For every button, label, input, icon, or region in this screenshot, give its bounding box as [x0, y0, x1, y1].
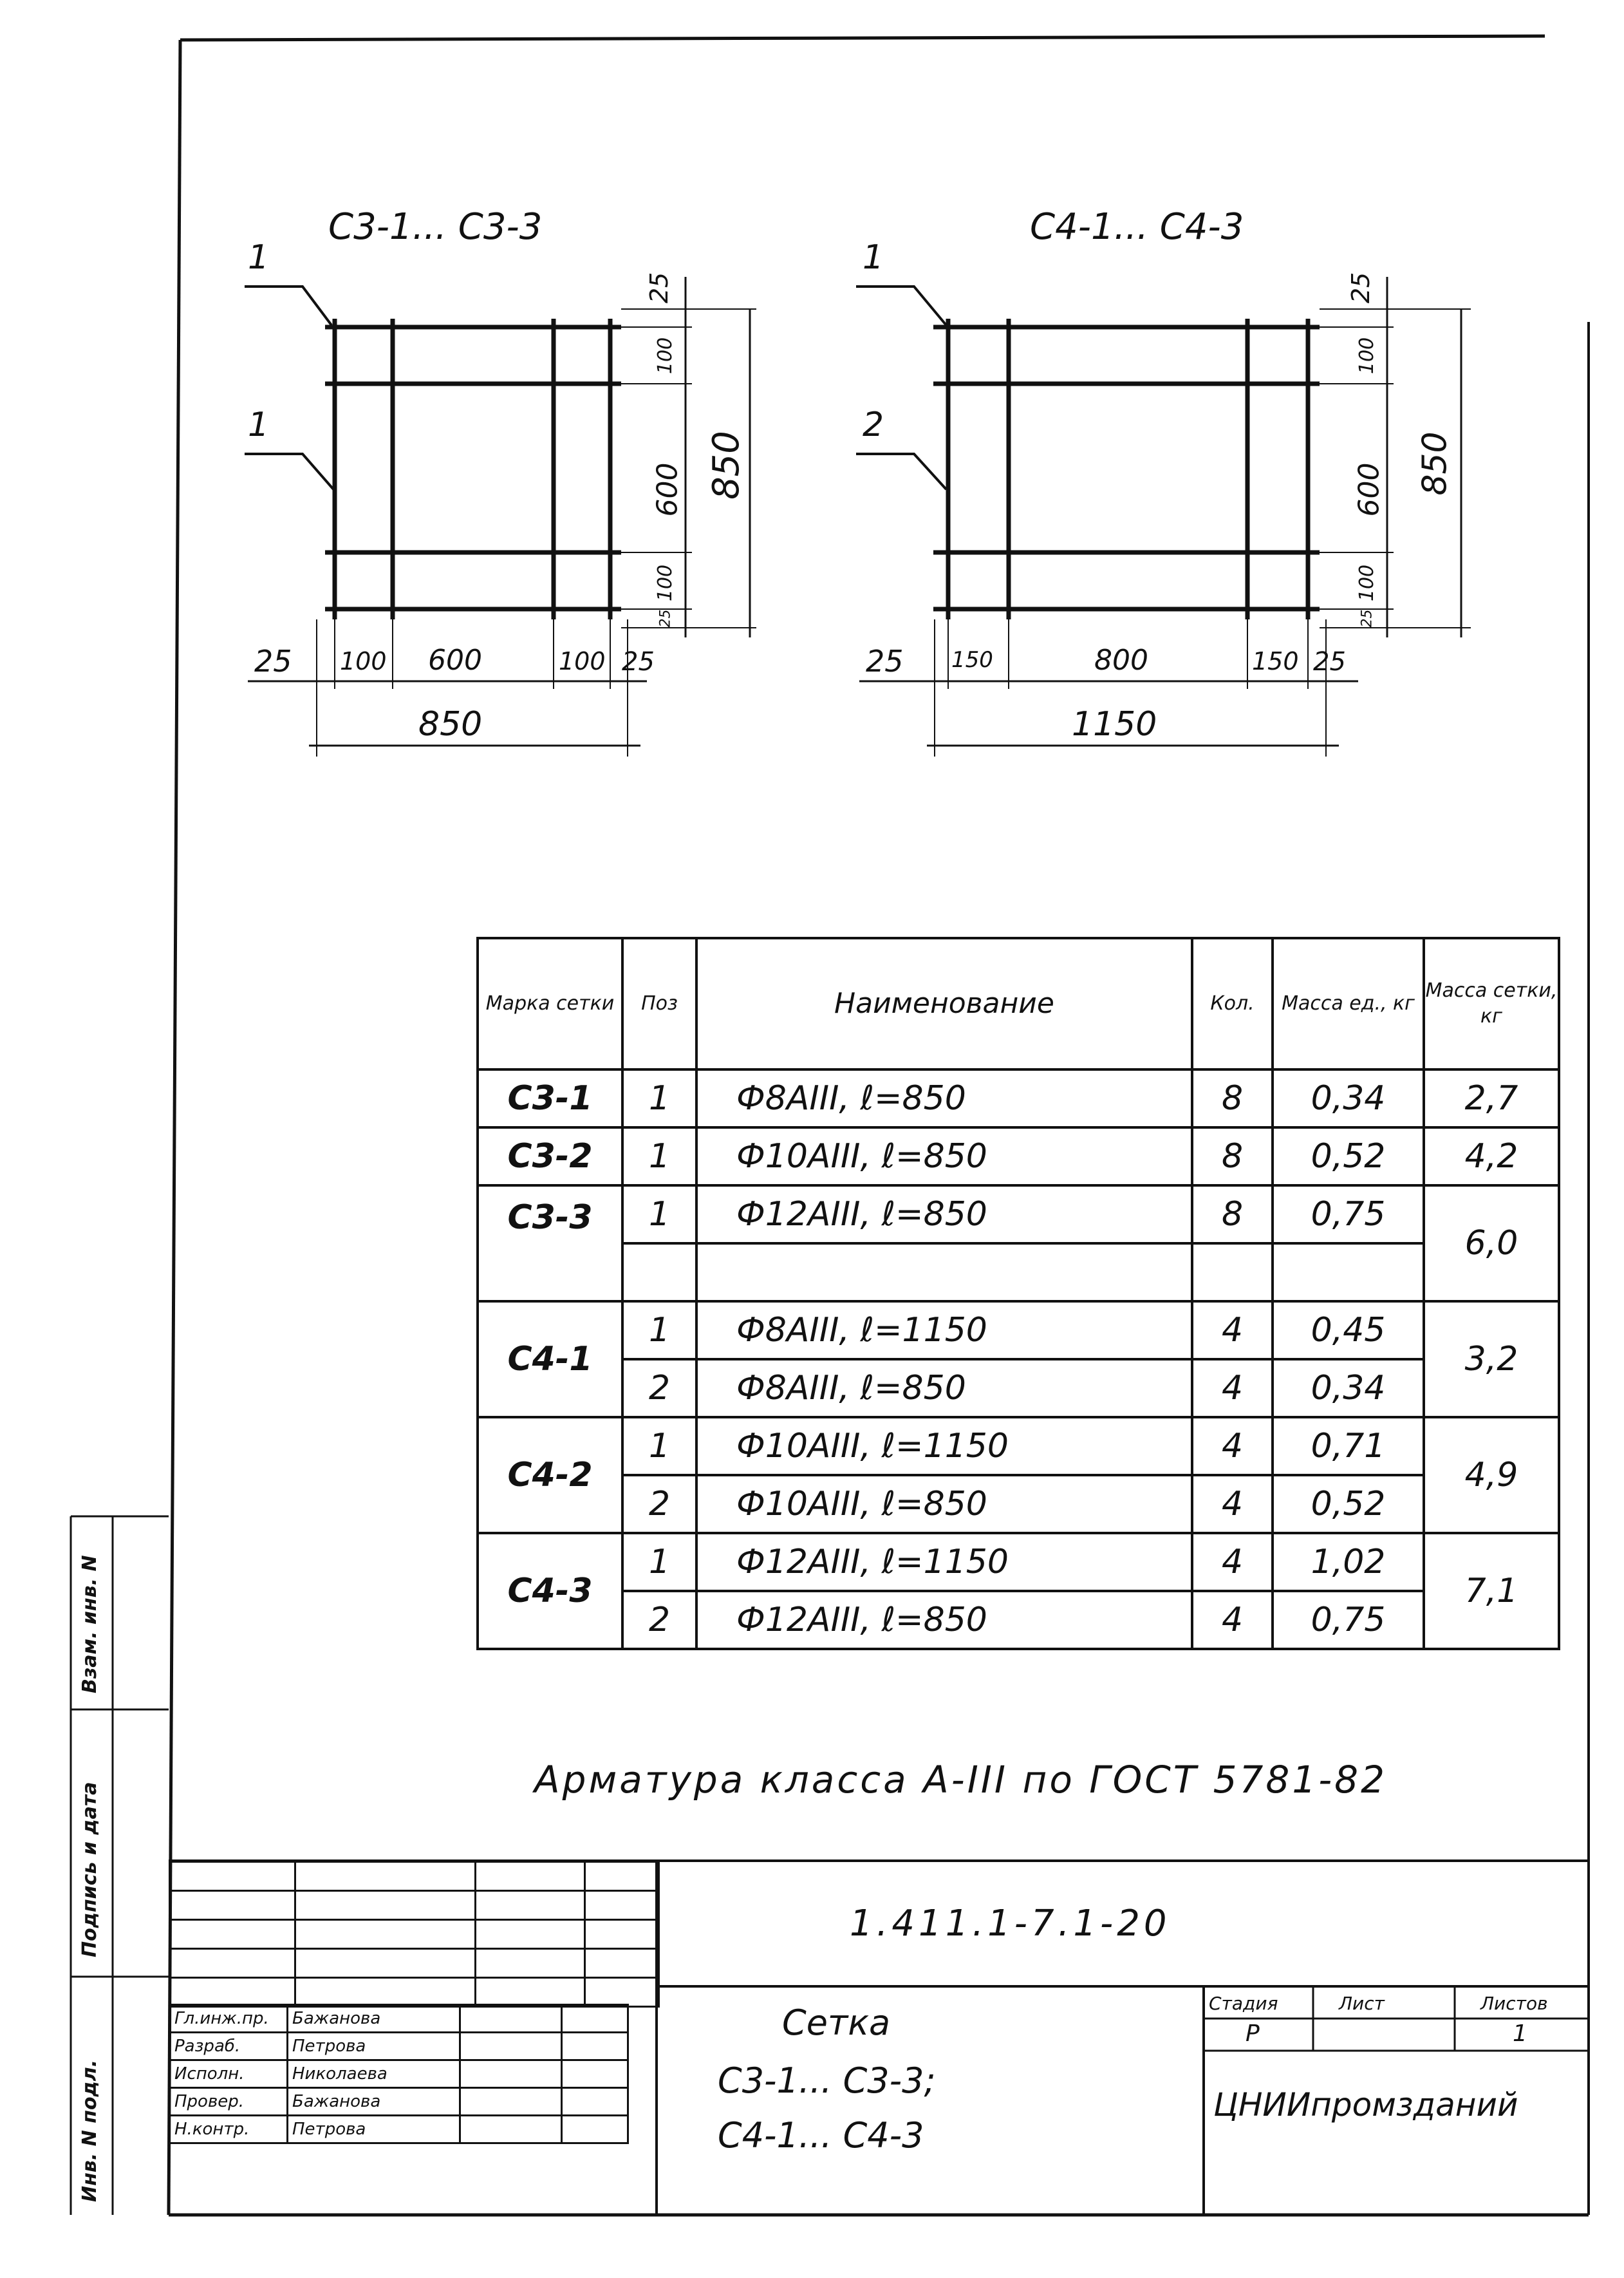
cell-empty [622, 1243, 696, 1301]
left-dim-right-5: 25 [657, 609, 674, 628]
header-name: Наименование [696, 938, 1192, 1069]
spec-table [476, 937, 1560, 1650]
person-name: Николаева [288, 2060, 460, 2088]
cell-unit-mass: 0,75 [1273, 1185, 1424, 1243]
signature-grid [169, 2004, 629, 2144]
revision-grid [169, 1861, 660, 2008]
signature-cell [460, 2033, 562, 2060]
signature-row [170, 2116, 628, 2143]
cell-pos: 1 [622, 1127, 696, 1185]
signature-cell [460, 2088, 562, 2116]
cell-qty: 4 [1192, 1533, 1273, 1591]
cell-pos: 1 [622, 1417, 696, 1475]
cell-qty: 8 [1192, 1127, 1273, 1185]
header-unit-mass: Масса ед., кг [1273, 938, 1424, 1069]
stage-label: Стадия [1209, 1993, 1278, 2014]
person-name: Петрова [288, 2033, 460, 2060]
cell-name: Ф12АIII, ℓ=850 [696, 1185, 1192, 1243]
cell-mesh-mass: 7,1 [1424, 1533, 1559, 1649]
stage-value: Р [1246, 2020, 1260, 2047]
right-callout-top: 1 [863, 238, 884, 277]
right-dim-overall-bottom: 1150 [1072, 705, 1157, 744]
cell-mark: С3-2 [478, 1127, 622, 1185]
side-label-inv-original: Инв. N подл. [79, 2059, 101, 2202]
cell-mark: С4-1 [478, 1301, 622, 1417]
table-row-empty [478, 1243, 1559, 1301]
header-mesh-mass: Масса сетки, кг [1424, 938, 1559, 1069]
signature-cell [460, 2060, 562, 2088]
date-cell [562, 2116, 628, 2143]
right-dim-bottom-4: 150 [1252, 647, 1299, 675]
right-dim-right-3: 600 [1352, 462, 1386, 517]
role-label: Н.контр. [170, 2116, 288, 2143]
right-dim-right-5: 25 [1359, 609, 1376, 628]
sheet-title-1: Сетка [782, 2002, 891, 2043]
table-row [478, 1359, 1559, 1417]
role-label: Провер. [170, 2088, 288, 2116]
header-mark: Марка сетки [478, 938, 622, 1069]
cell-mesh-mass: 6,0 [1424, 1185, 1559, 1301]
left-callout-side: 1 [248, 406, 270, 444]
cell-pos: 1 [622, 1533, 696, 1591]
left-dim-right-3: 600 [651, 462, 684, 517]
right-dim-bottom-1: 25 [866, 644, 904, 679]
right-dim-bottom-3: 800 [1094, 644, 1148, 677]
right-dim-right-4: 100 [1356, 564, 1379, 602]
left-dim-bottom-4: 100 [559, 647, 606, 675]
cell-pos: 2 [622, 1475, 696, 1533]
table-row [478, 1185, 1559, 1243]
header-qty: Кол. [1192, 938, 1273, 1069]
signature-cell [460, 2116, 562, 2143]
left-dim-bottom-5: 25 [622, 647, 655, 677]
date-cell [562, 2088, 628, 2116]
cell-unit-mass: 0,45 [1273, 1301, 1424, 1359]
left-dim-bottom-3: 600 [428, 644, 482, 677]
cell-mesh-mass: 4,9 [1424, 1417, 1559, 1533]
cell-qty: 4 [1192, 1475, 1273, 1533]
right-dim-right-1: 25 [1347, 272, 1376, 304]
left-dim-overall-bottom: 850 [418, 705, 483, 744]
frame-top [180, 36, 1545, 40]
side-label-replaced-inv: Взам. инв. N [79, 1555, 101, 1693]
cell-qty: 8 [1192, 1185, 1273, 1243]
role-label: Исполн. [170, 2060, 288, 2088]
role-label: Разраб. [170, 2033, 288, 2060]
left-dim-overall-right: 850 [705, 431, 747, 500]
right-dim-bottom-2: 150 [951, 647, 993, 673]
cell-pos: 2 [622, 1591, 696, 1649]
left-dim-bottom-1: 25 [254, 644, 292, 679]
cell-unit-mass: 0,52 [1273, 1475, 1424, 1533]
table-row [478, 1533, 1559, 1591]
right-drawing-title: С4-1... С4-3 [1030, 206, 1244, 248]
sheet-title-2: С3-1... С3-3; [718, 2060, 936, 2101]
cell-mark: С3-3 [478, 1185, 622, 1301]
cell-empty [1273, 1243, 1424, 1301]
sheets-value: 1 [1513, 2020, 1527, 2047]
table-row [478, 1069, 1559, 1127]
cell-qty: 4 [1192, 1359, 1273, 1417]
cell-empty [1192, 1243, 1273, 1301]
date-cell [562, 2033, 628, 2060]
cell-qty: 8 [1192, 1069, 1273, 1127]
cell-name: Ф8АIII, ℓ=850 [696, 1069, 1192, 1127]
cell-name: Ф12АIII, ℓ=850 [696, 1591, 1192, 1649]
date-cell [562, 2005, 628, 2033]
table-row [478, 1591, 1559, 1649]
cell-pos: 1 [622, 1301, 696, 1359]
cell-unit-mass: 0,75 [1273, 1591, 1424, 1649]
left-dim-right-2: 100 [654, 337, 677, 375]
reinforcement-note: Арматура класса А-III по ГОСТ 5781-82 [534, 1758, 1387, 1802]
left-dim-bottom-2: 100 [340, 647, 387, 675]
cell-pos: 1 [622, 1185, 696, 1243]
right-dim-bottom-5: 25 [1313, 647, 1346, 677]
cell-name: Ф12АIII, ℓ=1150 [696, 1533, 1192, 1591]
table-row [478, 1127, 1559, 1185]
cell-name: Ф8АIII, ℓ=1150 [696, 1301, 1192, 1359]
spec-header-row [478, 938, 1559, 1069]
cell-pos: 2 [622, 1359, 696, 1417]
cell-unit-mass: 0,34 [1273, 1069, 1424, 1127]
cell-mark: С4-3 [478, 1533, 622, 1649]
side-label-signature-date: Подпись и дата [79, 1782, 101, 1957]
mesh-left [245, 277, 756, 757]
left-callout-top: 1 [248, 238, 270, 277]
sheet-label: Лист [1339, 1993, 1385, 2014]
organization: ЦНИИпромзданий [1213, 2086, 1518, 2123]
cell-qty: 4 [1192, 1301, 1273, 1359]
cell-name: Ф10АIII, ℓ=1150 [696, 1417, 1192, 1475]
cell-name: Ф10АIII, ℓ=850 [696, 1475, 1192, 1533]
right-callout-side: 2 [863, 406, 884, 444]
sheets-label: Листов [1480, 1993, 1548, 2014]
left-drawing-title: С3-1... С3-3 [328, 206, 543, 248]
cell-mesh-mass: 3,2 [1424, 1301, 1559, 1417]
signature-row [170, 2088, 628, 2116]
signature-cell [460, 2005, 562, 2033]
cell-mark: С4-2 [478, 1417, 622, 1533]
cell-unit-mass: 0,34 [1273, 1359, 1424, 1417]
sheet-title-3: С4-1... С4-3 [718, 2115, 924, 2156]
signature-row [170, 2005, 628, 2033]
left-dim-right-4: 100 [654, 564, 677, 602]
right-dim-right-2: 100 [1356, 337, 1379, 375]
signature-row [170, 2033, 628, 2060]
cell-mesh-mass: 4,2 [1424, 1127, 1559, 1185]
cell-qty: 4 [1192, 1417, 1273, 1475]
cell-unit-mass: 0,71 [1273, 1417, 1424, 1475]
cell-mark: С3-1 [478, 1069, 622, 1127]
cell-pos: 1 [622, 1069, 696, 1127]
mesh-right [856, 277, 1471, 757]
table-row [478, 1301, 1559, 1359]
right-dim-overall-right: 850 [1415, 431, 1455, 496]
person-name: Бажанова [288, 2088, 460, 2116]
cell-unit-mass: 1,02 [1273, 1533, 1424, 1591]
cell-empty [696, 1243, 1192, 1301]
cell-qty: 4 [1192, 1591, 1273, 1649]
person-name: Петрова [288, 2116, 460, 2143]
cell-name: Ф10АIII, ℓ=850 [696, 1127, 1192, 1185]
left-dim-right-1: 25 [645, 272, 674, 304]
document-code: 1.411.1-7.1-20 [850, 1903, 1171, 1944]
cell-unit-mass: 0,52 [1273, 1127, 1424, 1185]
role-label: Гл.инж.пр. [170, 2005, 288, 2033]
date-cell [562, 2060, 628, 2088]
person-name: Бажанова [288, 2005, 460, 2033]
table-row [478, 1417, 1559, 1475]
cell-mesh-mass: 2,7 [1424, 1069, 1559, 1127]
table-row [478, 1475, 1559, 1533]
header-pos: Поз [622, 938, 696, 1069]
signature-row [170, 2060, 628, 2088]
cell-name: Ф8АIII, ℓ=850 [696, 1359, 1192, 1417]
